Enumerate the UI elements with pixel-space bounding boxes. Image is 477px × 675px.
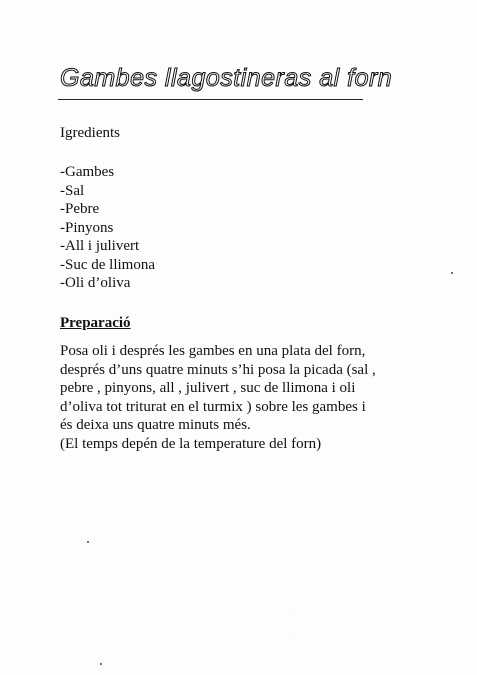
ingredient-item: -Sal — [60, 182, 85, 199]
preparation-line: és deixa uns quatre minuts més. — [60, 417, 251, 433]
bleed-through-mark: · — [288, 628, 292, 642]
preparation-text — [60, 342, 420, 453]
preparation-line: pebre , pinyons, all , julivert , suc de llimona i oli — [60, 380, 356, 396]
ingredient-item: -All i julivert — [60, 238, 140, 254]
ingredients-heading: Igredients — [60, 125, 120, 141]
preparation-line: Posa oli i després les gambes en una plata del forn, — [60, 343, 366, 359]
scan-speck — [87, 541, 89, 543]
bleed-through-mark: · — [292, 605, 296, 619]
preparation-line: d’oliva tot triturat en el turmix ) sobre les gambes i — [60, 398, 366, 415]
title-underline — [58, 99, 363, 100]
ingredient-item: -Pinyons — [60, 219, 114, 236]
recipe-title: Gambes llagostineras al forn — [60, 64, 393, 92]
ingredient-item: -Suc de llimona — [60, 256, 155, 273]
preparation-line: (El temps depén de la temperature del forn) — [60, 435, 322, 452]
ingredient-item: -Oli d’oliva — [60, 275, 131, 291]
scan-speck — [100, 663, 102, 665]
ingredients-list — [60, 163, 155, 293]
scan-speck — [451, 272, 453, 274]
ingredient-item: -Pebre — [60, 201, 100, 217]
ingredient-item: -Gambes — [60, 164, 115, 180]
preparation-line: després d’uns quatre minuts s’hi posa la picada (sal , — [60, 361, 376, 378]
preparation-heading: Preparació — [60, 315, 131, 331]
